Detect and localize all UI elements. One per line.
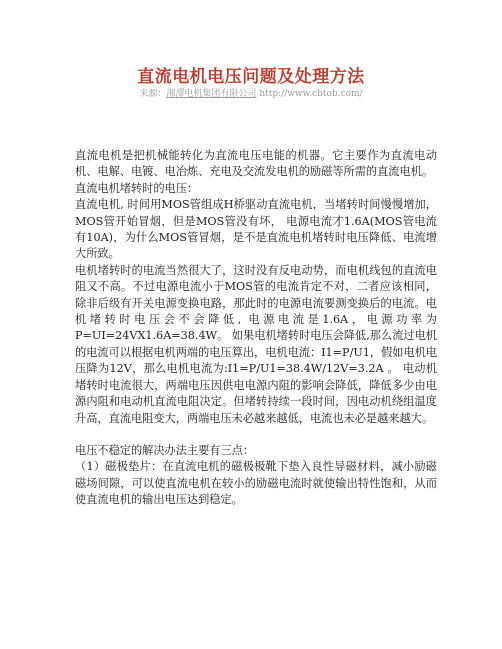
paragraph-heading-solutions: 电压不稳定的解决办法主要有三点： xyxy=(75,443,255,457)
source-prefix: 来源： xyxy=(139,89,167,99)
source-url[interactable]: http://www.cbtob.com/ xyxy=(259,89,363,99)
document-body xyxy=(75,148,437,509)
source-line xyxy=(0,86,502,99)
source-company-link[interactable]: 湘潭电机集团有限公司 xyxy=(166,89,257,99)
document-title: 直流电机电压问题及处理方法 xyxy=(137,67,365,87)
paragraph-solution-1: （1）磁极垫片：在直流电机的磁极极靴下垫入良性导磁材料，减小励磁磁场间隙，可以使直流电机在较小的励磁电流时就使输出特性饱和，从而使直流电机的输出电压达到稳定。 xyxy=(75,460,437,507)
paragraph-gap xyxy=(75,427,437,443)
paragraph-question: 直流电机, 时间用MOS管组成H桥驱动直流电机，当堵转时间慢慢增加，MOS管开始冒烟，但是MOS管没有坏， 电源电流才1.6A(MOS管电流有10A)，为什么MOS管冒烟，是不是直流电机堵转时电压降低、电流增大所致。 xyxy=(75,198,437,261)
paragraph-intro: 直流电机是把机械能转化为直流电压电能的机器。它主要作为直流电动机、电解、电镀、电冶炼、充电及交流发电机的励磁等所需的直流电机。 xyxy=(75,149,437,179)
paragraph-answer: 电机堵转时的电流当然很大了，这时没有反电动势，而电机线包的直流电阻又不高。不过电源电流小于MOS管的电流肯定不对，二者应该相同，除非后级有开关电源变换电路，那此时的电源电流要测变换后的电流。电机堵转时电压会不会降低, 电源电流是1.6A，电源功率为P=UI=24VX1.6A=38.4W。 如果电机堵转时电压会降低,那么流过电机的电流可以根据电机两端的电压算出，电机电流：I1=P/U1，假如电机电压降为12V，那么电机电流为:I1=P/U1=38.4W/12V=3.2A 。 电动机堵转时电流很大，两端电压因供电电源内阻的影响会降低，降低多少由电源内阻和电动机直流电阻决定。但堵转持续一段时间，因电动机绕组温度升高，直流电阻变大，两端电压未必越来越低，电流也未必是越来越大。 xyxy=(75,263,438,425)
paragraph-heading-stall-voltage: 直流电机堵转时的电压： xyxy=(75,181,199,195)
